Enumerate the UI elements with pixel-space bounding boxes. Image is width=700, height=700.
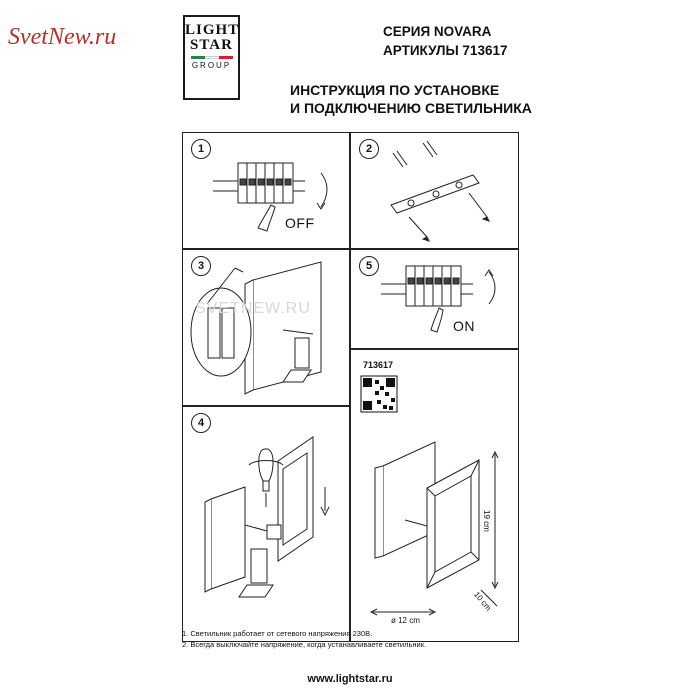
- site-watermark: SVETNEW.RU: [195, 300, 311, 317]
- step-3-panel: [182, 249, 350, 406]
- step-4-panel: [182, 406, 350, 642]
- series-header: [383, 22, 507, 60]
- flag-green: [191, 56, 205, 59]
- breaker-off-illustration: [183, 133, 351, 250]
- brand-line-1: LIGHT: [185, 22, 240, 38]
- svetnew-logo: [6, 16, 196, 56]
- mounting-bracket-illustration: [351, 133, 520, 250]
- step-5-panel: [350, 249, 519, 349]
- flag-red: [219, 56, 233, 59]
- depth-dimension: 10 cm: [472, 590, 494, 613]
- step-1-panel: [182, 132, 350, 249]
- product-code: 713617: [363, 360, 394, 370]
- brand-line-2: STAR: [190, 37, 233, 53]
- italian-flag: [191, 56, 233, 59]
- qr-code: [361, 376, 397, 412]
- page-title: [290, 81, 532, 117]
- flag-white: [205, 56, 219, 59]
- title-line-1: ИНСТРУКЦИЯ ПО УСТАНОВКЕ: [290, 82, 500, 98]
- bulb-install-illustration: [183, 407, 351, 643]
- step-2-panel: [350, 132, 519, 249]
- note-1: 1. Светильник работает от сетевого напряжения 230В.: [182, 629, 373, 638]
- lightstar-logo: [183, 15, 240, 100]
- breaker-on-illustration: [351, 250, 520, 350]
- product-drawing: [351, 350, 520, 643]
- svetnew-logo-text: SvetNew.ru: [8, 24, 117, 50]
- website-link[interactable]: www.lightstar.ru: [307, 673, 393, 685]
- note-2: 2. Всегда выключайте напряжение, когда устанавливаете светильник.: [182, 640, 427, 649]
- product-panel: [350, 349, 519, 642]
- series-name: СЕРИЯ NOVARA: [383, 24, 492, 39]
- step-1-number: 1: [191, 139, 211, 159]
- height-dimension: 19 cm: [482, 510, 491, 532]
- step-4-number: 4: [191, 413, 211, 433]
- notes: [182, 628, 426, 650]
- title-line-2: И ПОДКЛЮЧЕНИЮ СВЕТИЛЬНИКА: [290, 100, 532, 116]
- wiring-illustration: [183, 250, 351, 407]
- instruction-grid: [182, 132, 519, 642]
- diameter-dimension: ø 12 cm: [391, 616, 420, 625]
- article-number: АРТИКУЛЫ 713617: [383, 43, 508, 58]
- step-5-label: ON: [453, 318, 475, 334]
- step-5-number: 5: [359, 256, 379, 276]
- step-3-number: 3: [191, 256, 211, 276]
- step-1-label: OFF: [285, 215, 315, 231]
- brand-line-3: GROUP: [191, 61, 232, 70]
- step-2-number: 2: [359, 139, 379, 159]
